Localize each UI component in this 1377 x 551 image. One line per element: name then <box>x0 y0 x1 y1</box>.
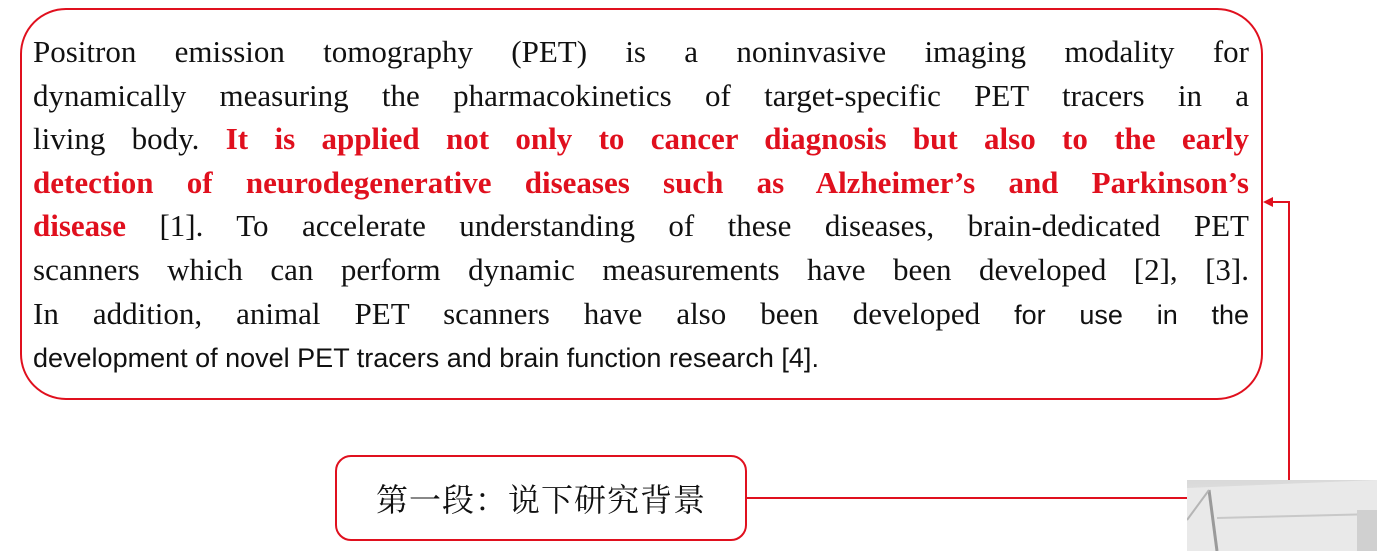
annotation-label: 第一段：说下研究背景 <box>375 481 706 519</box>
presenter-video-thumbnail <box>1187 480 1377 551</box>
highlighted-sentence-end: disease <box>33 208 126 244</box>
paragraph-line-3: living body. It is applied not only to cancer diagnosis but also to the early <box>33 121 1249 157</box>
paragraph-line-8: development of novel PET tracers and brain function research [4]. <box>33 343 819 374</box>
paragraph-line-5: disease [1]. To accelerate understanding of these diseases, brain-dedicated PET <box>33 208 1249 244</box>
highlighted-sentence-start: It is applied not only to cancer diagnosis but also to the early <box>225 121 1249 157</box>
paragraph-line-1: Positron emission tomography (PET) is a noninvasive imaging modality for <box>33 34 1249 69</box>
paragraph-text <box>33 30 1249 381</box>
paragraph-line-7: In addition, animal PET scanners have also been developed for use in the <box>33 295 1249 331</box>
highlighted-sentence-middle: detection of neurodegenerative diseases such as Alzheimer’s and Parkinson’s <box>33 164 1249 200</box>
annotation-label-box <box>335 455 747 541</box>
paragraph-line-2: dynamically measuring the pharmacokinetics of target-specific PET tracers in a <box>33 77 1249 113</box>
paragraph-line-6: scanners which can perform dynamic measurements have been developed [2], [3]. <box>33 251 1249 287</box>
video-frame-shapes <box>1187 480 1377 551</box>
paragraph-line-4 <box>33 161 1249 205</box>
